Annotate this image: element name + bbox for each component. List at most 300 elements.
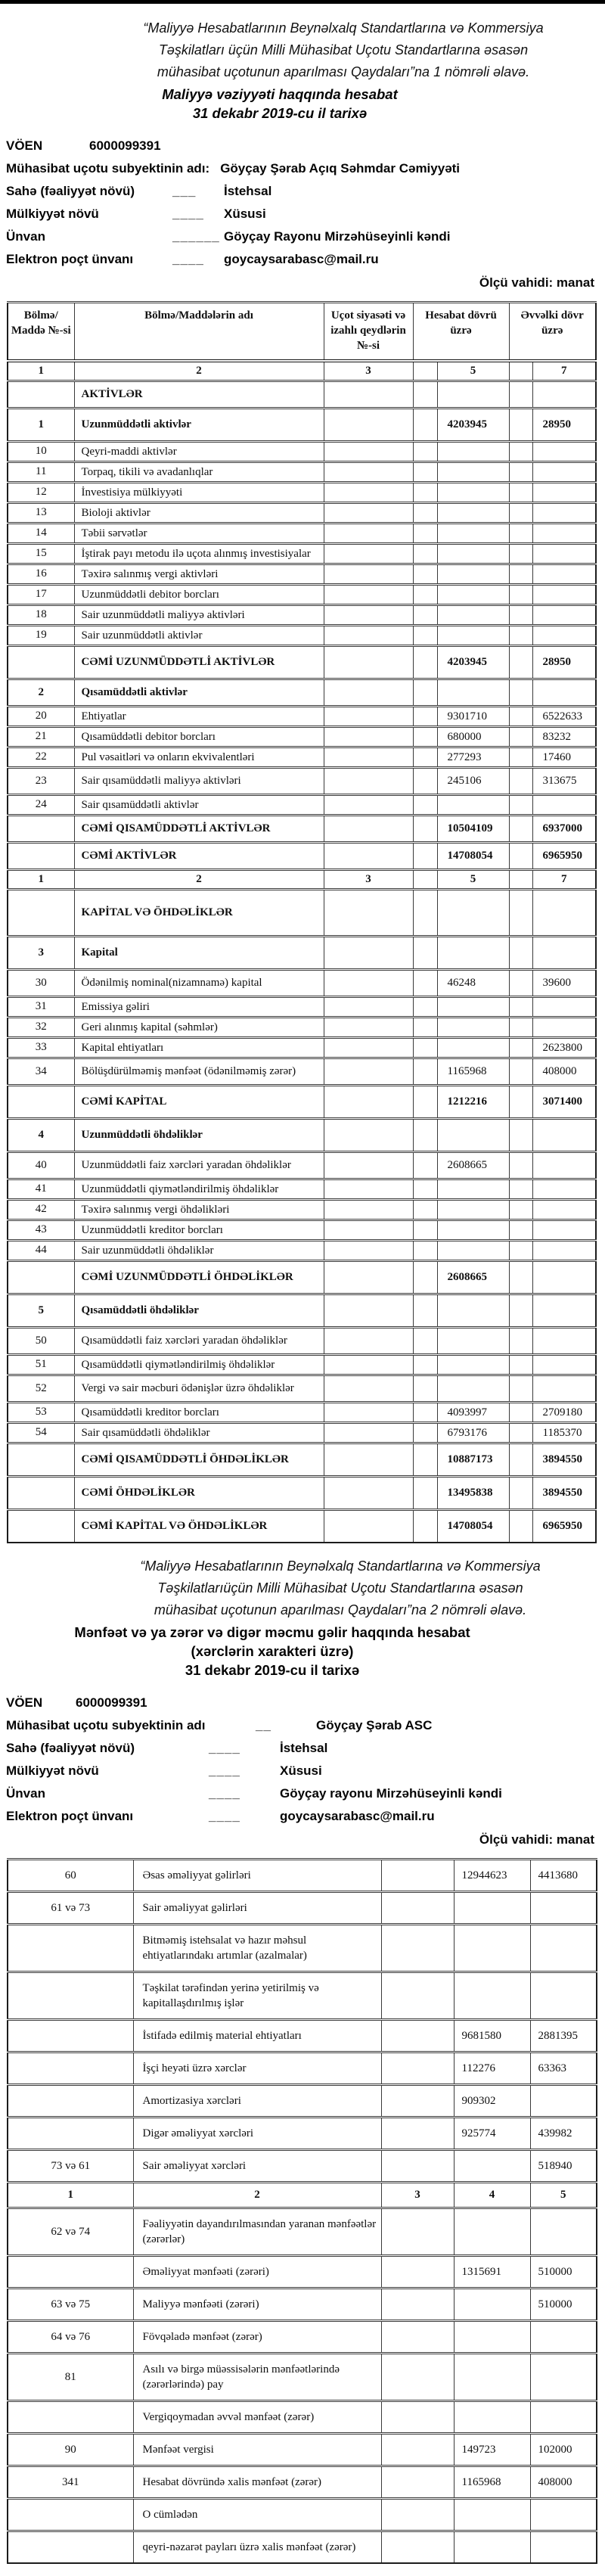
table-row xyxy=(8,503,596,524)
current-period-value-cell xyxy=(437,890,509,937)
column-number-cell: 2 xyxy=(74,361,324,381)
info-value: 6000099391 xyxy=(89,138,161,153)
col-header-item-name: Bölmə/Maddələrin adı xyxy=(74,303,324,362)
spacer-cell xyxy=(509,1220,532,1241)
table-row xyxy=(8,2085,597,2118)
row-title-cell: Sair qısamüddətli aktivlər xyxy=(74,795,324,816)
current-period-value-cell xyxy=(437,524,509,544)
row-title-cell: Fəaliyyətin dayandırılmasından yaranan mənfəətlər (zərərlər) xyxy=(133,2208,381,2256)
page-bottom-margin xyxy=(0,2564,605,2576)
spacer-cell xyxy=(413,544,437,564)
row-number-cell xyxy=(8,646,74,679)
previous-period-value-cell xyxy=(532,544,596,564)
previous-period-value-cell xyxy=(530,2499,597,2531)
previous-period-value-cell: 510000 xyxy=(530,2289,597,2321)
previous-period-value-cell xyxy=(530,1925,597,1972)
spacer-cell xyxy=(413,564,437,585)
spacer-cell xyxy=(413,1294,437,1328)
row-title-cell: İstifadə edilmiş material ehtiyatları xyxy=(133,2020,381,2052)
column-number-cell: 1 xyxy=(8,870,74,890)
previous-period-value-cell xyxy=(532,1294,596,1328)
current-period-value-cell xyxy=(437,483,509,503)
spacer-cell xyxy=(509,1423,532,1443)
current-period-value-cell xyxy=(454,2499,530,2531)
row-title-cell: CƏMİ KAPİTAL VƏ ÖHDƏLİKLƏR xyxy=(74,1510,324,1543)
current-period-value-cell xyxy=(437,997,509,1018)
notes-cell xyxy=(324,1403,413,1423)
previous-period-value-cell: 408000 xyxy=(530,2466,597,2499)
previous-period-value-cell: 6937000 xyxy=(532,816,596,843)
row-number-cell: 61 və 73 xyxy=(8,1892,133,1925)
row-number-cell: 41 xyxy=(8,1179,74,1200)
table-row xyxy=(8,1925,597,1972)
table-row xyxy=(8,1355,596,1375)
spacer-cell xyxy=(413,795,437,816)
table-row xyxy=(8,970,596,997)
previous-period-value-cell xyxy=(532,442,596,462)
notes-cell xyxy=(381,2020,454,2052)
table-row xyxy=(8,2208,597,2256)
notes-cell xyxy=(324,816,413,843)
info-label: VÖEN xyxy=(6,1695,43,1710)
table-row xyxy=(8,1086,596,1119)
spacer-cell xyxy=(509,970,532,997)
spacer-cell xyxy=(413,1477,437,1510)
row-title-cell: AKTİVLƏR xyxy=(74,381,324,409)
table-row xyxy=(8,2531,597,2564)
previous-period-value-cell xyxy=(532,937,596,970)
info-line-voen xyxy=(6,1692,599,1714)
table-row xyxy=(8,564,596,585)
previous-period-value-cell xyxy=(532,1119,596,1152)
current-period-value-cell: 6793176 xyxy=(437,1423,509,1443)
info-separator: ____ xyxy=(172,252,204,266)
row-number-cell: 23 xyxy=(8,768,74,795)
notes-cell xyxy=(324,1241,413,1261)
table-row xyxy=(8,890,596,937)
current-period-value-cell: 680000 xyxy=(437,727,509,747)
table-row xyxy=(8,483,596,503)
notes-cell xyxy=(324,707,413,727)
table-row xyxy=(8,2401,597,2434)
row-title-cell: CƏMİ UZUNMÜDDƏTLİ AKTİVLƏR xyxy=(74,646,324,679)
current-period-value-cell: 10887173 xyxy=(437,1443,509,1477)
table-row xyxy=(8,2052,597,2085)
current-period-value-cell xyxy=(454,1972,530,2020)
previous-period-value-cell xyxy=(532,462,596,483)
notes-cell xyxy=(324,1375,413,1403)
current-period-value-cell xyxy=(454,1925,530,1972)
row-number-cell xyxy=(8,843,74,870)
spacer-cell xyxy=(509,870,532,890)
notes-cell xyxy=(324,1058,413,1086)
spacer-cell xyxy=(413,768,437,795)
current-period-value-cell: 4203945 xyxy=(437,646,509,679)
notes-cell xyxy=(324,585,413,605)
appendix-note-2 xyxy=(0,1555,605,1621)
column-number-cell: 2 xyxy=(133,2183,381,2208)
row-number-cell: 4 xyxy=(8,1119,74,1152)
spacer-cell xyxy=(413,503,437,524)
table-row xyxy=(8,1241,596,1261)
row-number-cell xyxy=(8,1443,74,1477)
previous-period-value-cell xyxy=(532,795,596,816)
previous-period-value-cell xyxy=(532,1328,596,1355)
spacer-cell xyxy=(413,585,437,605)
table-header-row xyxy=(8,303,596,362)
info-line-email xyxy=(6,1805,599,1828)
table-row xyxy=(8,1860,597,1892)
table-row xyxy=(8,2466,597,2499)
notes-cell xyxy=(381,2499,454,2531)
table-row xyxy=(8,2321,597,2354)
spacer-cell xyxy=(509,1294,532,1328)
notes-cell xyxy=(324,1220,413,1241)
table-row xyxy=(8,1038,596,1058)
notes-cell xyxy=(381,1860,454,1892)
notes-cell xyxy=(324,381,413,409)
current-period-value-cell: 13495838 xyxy=(437,1477,509,1510)
info-line-voen xyxy=(6,135,599,157)
row-number-cell: 15 xyxy=(8,544,74,564)
table-row xyxy=(8,1510,596,1543)
spacer-cell xyxy=(413,605,437,626)
current-period-value-cell: 46248 xyxy=(437,970,509,997)
spacer-cell xyxy=(509,747,532,768)
table-row xyxy=(8,2289,597,2321)
spacer-cell xyxy=(509,605,532,626)
entity-info-block-2 xyxy=(0,1692,605,1828)
info-line-ownership xyxy=(6,1760,599,1782)
spacer-cell xyxy=(413,381,437,409)
entity-info-block-1 xyxy=(0,135,605,271)
row-title-cell: İnvestisiya mülkiyyəti xyxy=(74,483,324,503)
row-title-cell: Bitməmiş istehsalat və hazır məhsul ehtiyatlarındakı artımlar (azalmalar) xyxy=(133,1925,381,1972)
current-period-value-cell xyxy=(437,1119,509,1152)
row-title-cell: Uzunmüddətli kreditor borcları xyxy=(74,1220,324,1241)
row-number-cell: 17 xyxy=(8,585,74,605)
row-number-cell: 20 xyxy=(8,707,74,727)
previous-period-value-cell: 439982 xyxy=(530,2118,597,2150)
notes-cell xyxy=(324,1355,413,1375)
row-number-cell: 43 xyxy=(8,1220,74,1241)
row-number-cell: 30 xyxy=(8,970,74,997)
spacer-cell xyxy=(509,1375,532,1403)
row-title-cell: qeyri-nəzarət payları üzrə xalis mənfəət (zərər) xyxy=(133,2531,381,2564)
notes-cell xyxy=(324,1119,413,1152)
spacer-cell xyxy=(413,409,437,442)
spacer-cell xyxy=(509,1179,532,1200)
column-number-cell: 3 xyxy=(324,361,413,381)
current-period-value-cell: 2608665 xyxy=(437,1261,509,1294)
current-period-value-cell xyxy=(437,795,509,816)
spacer-cell xyxy=(509,1510,532,1543)
previous-period-value-cell: 510000 xyxy=(530,2256,597,2289)
previous-period-value-cell xyxy=(532,483,596,503)
spacer-cell xyxy=(509,462,532,483)
previous-period-value-cell: 83232 xyxy=(532,727,596,747)
row-number-cell: 33 xyxy=(8,1038,74,1058)
info-label: Mülkiyyət növü xyxy=(6,207,99,221)
row-title-cell: Emissiya gəliri xyxy=(74,997,324,1018)
previous-period-value-cell: 3894550 xyxy=(532,1443,596,1477)
row-title-cell: Hesabat dövründə xalis mənfəət (zərər) xyxy=(133,2466,381,2499)
column-number-cell: 7 xyxy=(532,361,596,381)
current-period-value-cell: 12944623 xyxy=(454,1860,530,1892)
row-title-cell: Qısamüddətli debitor borcları xyxy=(74,727,324,747)
previous-period-value-cell: 518940 xyxy=(530,2150,597,2183)
current-period-value-cell xyxy=(437,462,509,483)
row-number-cell: 53 xyxy=(8,1403,74,1423)
spacer-cell xyxy=(413,462,437,483)
notes-cell xyxy=(381,2052,454,2085)
previous-period-value-cell: 4413680 xyxy=(530,1860,597,1892)
row-title-cell: Qısamüddətli qiymətləndirilmiş öhdəliklər xyxy=(74,1355,324,1375)
table-row xyxy=(8,937,596,970)
row-title-cell: Qeyri-maddi aktivlər xyxy=(74,442,324,462)
previous-period-value-cell: 17460 xyxy=(532,747,596,768)
previous-period-value-cell xyxy=(532,1018,596,1038)
current-period-value-cell: 9681580 xyxy=(454,2020,530,2052)
row-title-cell: CƏMİ UZUNMÜDDƏTLİ ÖHDƏLİKLƏR xyxy=(74,1261,324,1294)
notes-cell xyxy=(324,646,413,679)
spacer-cell xyxy=(413,727,437,747)
column-number-row xyxy=(8,2183,597,2208)
row-number-cell: 40 xyxy=(8,1152,74,1179)
current-period-value-cell xyxy=(437,937,509,970)
info-value: Göyçay Şərab Açıq Səhmdar Cəmiyyəti xyxy=(220,161,461,176)
row-title-cell: CƏMİ AKTİVLƏR xyxy=(74,843,324,870)
notes-cell xyxy=(324,626,413,646)
row-title-cell: Sair əməliyyat xərcləri xyxy=(133,2150,381,2183)
info-value: Göyçay Şərab ASC xyxy=(316,1718,433,1732)
table-row xyxy=(8,2354,597,2401)
row-number-cell: 63 və 75 xyxy=(8,2289,133,2321)
spacer-cell xyxy=(509,679,532,707)
current-period-value-cell xyxy=(454,2289,530,2321)
previous-period-value-cell xyxy=(532,679,596,707)
previous-period-value-cell xyxy=(532,1261,596,1294)
notes-cell xyxy=(324,747,413,768)
spacer-cell xyxy=(509,997,532,1018)
current-period-value-cell: 1315691 xyxy=(454,2256,530,2289)
spacer-cell xyxy=(509,585,532,605)
row-number-cell: 14 xyxy=(8,524,74,544)
spacer-cell xyxy=(509,524,532,544)
table-row xyxy=(8,747,596,768)
previous-period-value-cell: 28950 xyxy=(532,646,596,679)
previous-period-value-cell: 313675 xyxy=(532,768,596,795)
table-row xyxy=(8,1294,596,1328)
spacer-cell xyxy=(509,381,532,409)
row-number-cell xyxy=(8,2499,133,2531)
spacer-cell xyxy=(413,1355,437,1375)
income-statement-table xyxy=(7,1858,597,2564)
row-title-cell: Qısamüddətli kreditor borcları xyxy=(74,1403,324,1423)
spacer-cell xyxy=(413,1179,437,1200)
row-title-cell: Uzunmüddətli qiymətləndirilmiş öhdəliklər xyxy=(74,1179,324,1200)
notes-cell xyxy=(381,2256,454,2289)
current-period-value-cell xyxy=(437,442,509,462)
table-row xyxy=(8,1328,596,1355)
spacer-cell xyxy=(509,843,532,870)
spacer-cell xyxy=(509,409,532,442)
spacer-cell xyxy=(509,1328,532,1355)
info-separator: ____ xyxy=(209,1786,240,1801)
table-row xyxy=(8,679,596,707)
table-row xyxy=(8,626,596,646)
row-title-cell: Təxirə salınmış vergi öhdəlikləri xyxy=(74,1200,324,1220)
info-separator: ____ xyxy=(209,1809,240,1823)
table-row xyxy=(8,381,596,409)
current-period-value-cell: 4203945 xyxy=(437,409,509,442)
table-row xyxy=(8,2499,597,2531)
current-period-value-cell xyxy=(437,679,509,707)
previous-period-value-cell: 28950 xyxy=(532,409,596,442)
spacer-cell xyxy=(413,1086,437,1119)
table-row xyxy=(8,1220,596,1241)
row-title-cell: O cümlədən xyxy=(133,2499,381,2531)
info-separator: ___ xyxy=(172,184,197,198)
previous-period-value-cell xyxy=(532,1179,596,1200)
table-row xyxy=(8,795,596,816)
column-number-cell: 5 xyxy=(437,870,509,890)
table-row xyxy=(8,544,596,564)
spacer-cell xyxy=(413,1403,437,1423)
row-title-cell: Pul vəsaitləri və onların ekvivalentləri xyxy=(74,747,324,768)
report-date-line: 31 dekabr 2019-cu il tarixə xyxy=(192,105,368,121)
report-title-line: Mənfəət və ya zərər və digər məcmu gəlir haqqında hesabat xyxy=(74,1624,470,1640)
report-title-1 xyxy=(0,85,605,123)
previous-period-value-cell xyxy=(532,1355,596,1375)
row-number-cell: 3 xyxy=(8,937,74,970)
spacer-cell xyxy=(413,707,437,727)
current-period-value-cell: 10504109 xyxy=(437,816,509,843)
table-row xyxy=(8,1200,596,1220)
notes-cell xyxy=(381,2354,454,2401)
row-number-cell: 32 xyxy=(8,1018,74,1038)
row-title-cell: Sair əməliyyat gəlirləri xyxy=(133,1892,381,1925)
column-number-cell: 1 xyxy=(8,2183,133,2208)
spacer-cell xyxy=(509,1058,532,1086)
row-title-cell: Qısamüddətli öhdəliklər xyxy=(74,1294,324,1328)
notes-cell xyxy=(324,1038,413,1058)
notes-cell xyxy=(324,1443,413,1477)
row-number-cell: 60 xyxy=(8,1860,133,1892)
info-line-activity xyxy=(6,180,599,203)
current-period-value-cell: 1165968 xyxy=(437,1058,509,1086)
spacer-cell xyxy=(509,1261,532,1294)
previous-period-value-cell xyxy=(530,2208,597,2256)
notes-cell xyxy=(381,2466,454,2499)
current-period-value-cell: 112276 xyxy=(454,2052,530,2085)
current-period-value-cell xyxy=(437,564,509,585)
row-title-cell: Sair uzunmüddətli maliyyə aktivləri xyxy=(74,605,324,626)
appendix-note-line: Təşkilatları üçün Milli Mühasibat Uçotu Standartlarına əsasən xyxy=(158,42,529,57)
row-number-cell xyxy=(8,2118,133,2150)
notes-cell xyxy=(324,1294,413,1328)
column-number-cell: 7 xyxy=(532,870,596,890)
balance-sheet-body xyxy=(8,361,596,1543)
row-title-cell: Fövqəladə mənfəət (zərər) xyxy=(133,2321,381,2354)
row-number-cell: 62 və 74 xyxy=(8,2208,133,2256)
spacer-cell xyxy=(413,1038,437,1058)
row-title-cell: Kapital xyxy=(74,937,324,970)
notes-cell xyxy=(324,970,413,997)
notes-cell xyxy=(381,2289,454,2321)
table-row xyxy=(8,727,596,747)
row-number-cell: 10 xyxy=(8,442,74,462)
info-value: goycaysarabasc@mail.ru xyxy=(280,1809,435,1823)
notes-cell xyxy=(324,605,413,626)
table-row xyxy=(8,646,596,679)
spacer-cell xyxy=(509,626,532,646)
row-number-cell xyxy=(8,2085,133,2118)
row-number-cell: 21 xyxy=(8,727,74,747)
row-title-cell: Uzunmüddətli aktivlər xyxy=(74,409,324,442)
previous-period-value-cell xyxy=(532,524,596,544)
row-number-cell: 11 xyxy=(8,462,74,483)
current-period-value-cell xyxy=(437,1375,509,1403)
info-separator: ______ xyxy=(172,229,220,244)
spacer-cell xyxy=(509,1200,532,1220)
notes-cell xyxy=(324,483,413,503)
current-period-value-cell xyxy=(454,2150,530,2183)
spacer-cell xyxy=(413,970,437,997)
notes-cell xyxy=(324,937,413,970)
info-label: Mühasibat uçotu subyektinin adı: xyxy=(6,161,210,176)
current-period-value-cell: 149723 xyxy=(454,2434,530,2466)
table-row xyxy=(8,1058,596,1086)
previous-period-value-cell: 2623800 xyxy=(532,1038,596,1058)
current-period-value-cell xyxy=(437,1200,509,1220)
notes-cell xyxy=(324,1086,413,1119)
info-value: Göyçay Rayonu Mirzəhüseyinli kəndi xyxy=(224,229,451,244)
info-separator: ____ xyxy=(172,207,204,221)
row-number-cell: 24 xyxy=(8,795,74,816)
row-title-cell: Vergiqoymadan əvvəl mənfəət (zərər) xyxy=(133,2401,381,2434)
spacer-cell xyxy=(413,1510,437,1543)
previous-period-value-cell xyxy=(530,1892,597,1925)
current-period-value-cell xyxy=(437,1018,509,1038)
row-number-cell: 22 xyxy=(8,747,74,768)
row-number-cell: 5 xyxy=(8,1294,74,1328)
info-label: Sahə (fəaliyyət növü) xyxy=(6,1741,135,1755)
previous-period-value-cell xyxy=(532,997,596,1018)
previous-period-value-cell: 102000 xyxy=(530,2434,597,2466)
spacer-cell xyxy=(413,1220,437,1241)
current-period-value-cell xyxy=(437,585,509,605)
previous-period-value-cell: 63363 xyxy=(530,2052,597,2085)
table-row xyxy=(8,843,596,870)
row-title-cell: Əməliyyat mənfəəti (zərəri) xyxy=(133,2256,381,2289)
report-title-2 xyxy=(0,1623,605,1680)
previous-period-value-cell xyxy=(532,1200,596,1220)
current-period-value-cell: 4093997 xyxy=(437,1403,509,1423)
row-number-cell: 2 xyxy=(8,679,74,707)
notes-cell xyxy=(381,2401,454,2434)
income-statement-body xyxy=(8,1860,597,2564)
current-period-value-cell xyxy=(437,626,509,646)
notes-cell xyxy=(324,544,413,564)
row-title-cell: Sair qısamüddətli maliyyə aktivləri xyxy=(74,768,324,795)
row-number-cell xyxy=(8,816,74,843)
table-row xyxy=(8,1443,596,1477)
unit-note-2: Ölçü vahidi: manat xyxy=(479,1832,594,1847)
column-number-cell: 1 xyxy=(8,361,74,381)
row-number-cell xyxy=(8,1477,74,1510)
info-label: Elektron poçt ünvanı xyxy=(6,1809,134,1823)
